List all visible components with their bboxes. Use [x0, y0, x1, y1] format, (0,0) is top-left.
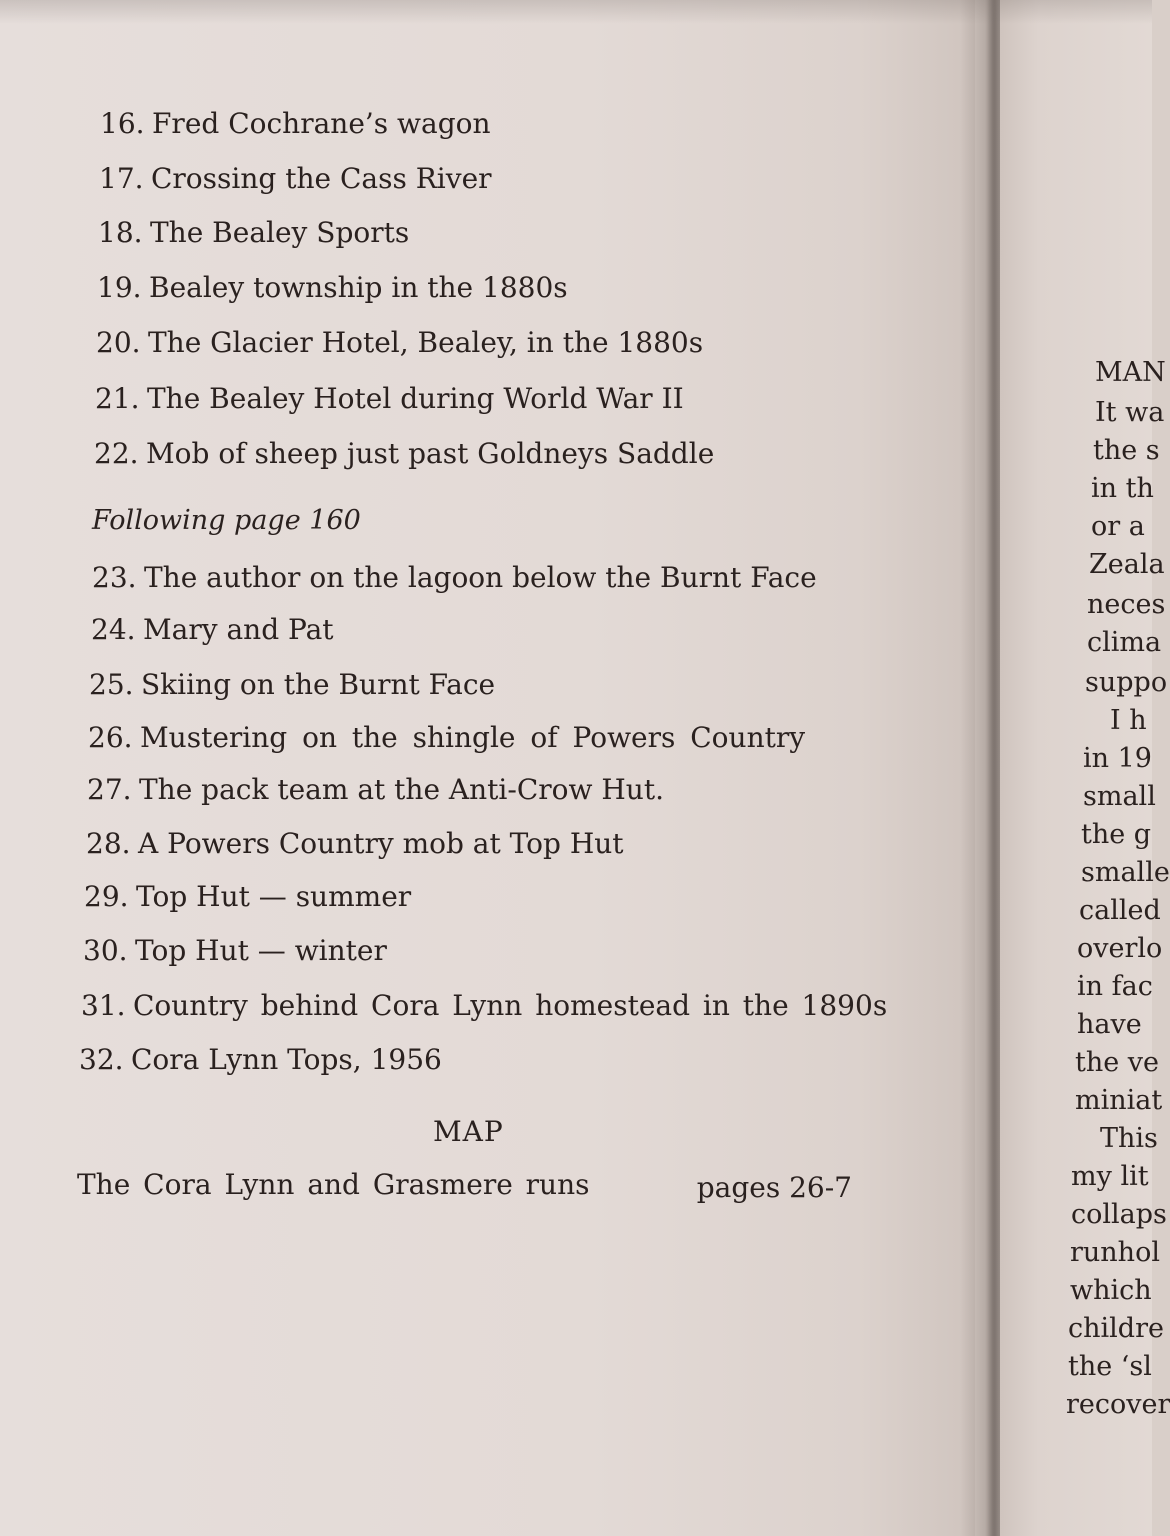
list-item: 29. Top Hut — summer: [84, 880, 412, 913]
right-page-line: have: [1077, 1009, 1142, 1040]
right-page-line: collaps: [1071, 1199, 1167, 1230]
right-page-line: neces: [1087, 589, 1166, 620]
right-page-line: childre: [1068, 1313, 1164, 1344]
list-item: 25. Skiing on the Burnt Face: [89, 668, 496, 701]
right-page-line: in 19: [1083, 743, 1152, 774]
list-item: 17. Crossing the Cass River: [99, 162, 492, 195]
section-heading: Following page 160: [92, 505, 361, 536]
right-page-line: miniat: [1075, 1085, 1163, 1116]
right-page-line: which: [1070, 1275, 1152, 1306]
list-item: 19. Bealey township in the 1880s: [97, 271, 568, 304]
right-page-line: my lit: [1071, 1161, 1149, 1192]
list-item: 32. Cora Lynn Tops, 1956: [79, 1043, 442, 1076]
right-page-line: smalle: [1081, 857, 1170, 888]
list-item: 27. The pack team at the Anti-Crow Hut.: [87, 773, 664, 806]
list-item: 18. The Bealey Sports: [98, 216, 410, 249]
right-page-line: suppo: [1085, 667, 1168, 698]
map-entry-pages: pages 26-7: [696, 1171, 852, 1204]
right-page-line: in th: [1091, 473, 1154, 504]
map-heading: MAP: [433, 1115, 504, 1148]
right-page-line: runhol: [1070, 1237, 1160, 1268]
right-page-line: or a: [1091, 511, 1145, 542]
list-item: 20. The Glacier Hotel, Bealey, in the 1880s: [96, 326, 704, 359]
right-page-line: the ‘sl: [1068, 1351, 1152, 1382]
right-page-line: Zeala: [1089, 549, 1165, 580]
list-item: 22. Mob of sheep just past Goldneys Saddle: [94, 437, 715, 470]
list-item: 26. Mustering on the shingle of Powers Country: [88, 721, 806, 754]
right-page-line: called: [1079, 895, 1161, 926]
right-page-line: It wa: [1095, 397, 1165, 428]
right-page-line: recover: [1066, 1389, 1170, 1420]
right-page-line: in fac: [1077, 971, 1153, 1002]
right-page-line: MAN: [1095, 357, 1166, 388]
list-item: 30. Top Hut — winter: [83, 934, 387, 967]
list-item: 21. The Bealey Hotel during World War II: [95, 382, 684, 415]
list-item: 16. Fred Cochrane’s wagon: [100, 107, 491, 140]
map-entry-title: The Cora Lynn and Grasmere runs: [77, 1168, 590, 1201]
list-item: 24. Mary and Pat: [91, 613, 334, 646]
right-page-line: clima: [1087, 627, 1162, 658]
right-page-line: the s: [1093, 435, 1160, 466]
list-item: 23. The author on the lagoon below the Burnt Face: [92, 561, 817, 594]
right-page-line: the ve: [1075, 1047, 1160, 1078]
list-item: 28. A Powers Country mob at Top Hut: [86, 827, 624, 860]
right-page-line: overlo: [1077, 933, 1163, 964]
right-page-line: I h: [1110, 705, 1147, 736]
right-page: [1000, 0, 1170, 1536]
list-item: 31. Country behind Cora Lynn homestead in the 1890s: [81, 989, 888, 1022]
top-shadow: [0, 0, 1152, 24]
map-entry: [77, 1168, 852, 1204]
right-page-line: the g: [1081, 819, 1152, 850]
right-page-line: small: [1083, 781, 1156, 812]
right-page-line: This: [1100, 1123, 1158, 1154]
